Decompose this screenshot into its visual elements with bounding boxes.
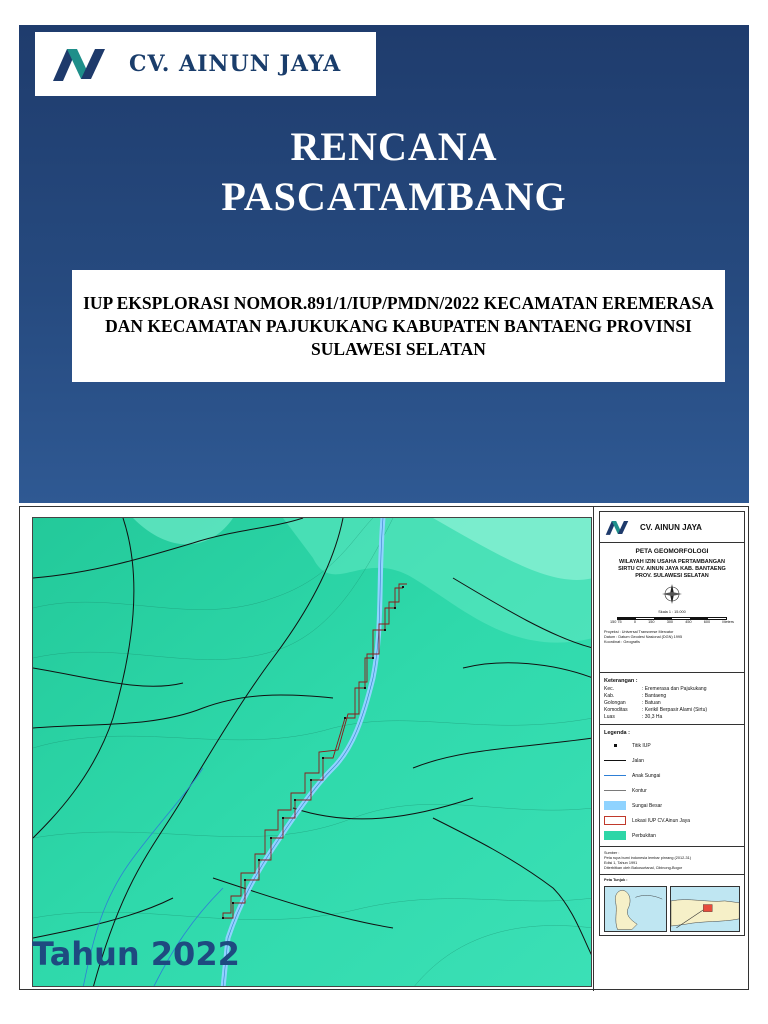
scale-unit: Meters	[722, 620, 734, 624]
subtitle-box	[72, 270, 725, 382]
river-icon	[604, 801, 626, 810]
cover-header-panel	[19, 25, 749, 503]
scale-tick: 300	[666, 620, 674, 624]
projection-line: Proyeksi : Universal Transverse Mercator	[604, 630, 674, 634]
legend-item: Perbukitan	[604, 828, 740, 843]
subtitle-text: IUP EKSPLORASI NOMOR.891/1/IUP/PMDN/2022 KECAMATAN EREMERASA DAN KECAMATAN PAJUKUKANG KABUPATEN BANTAENG PROVINSI SULAWESI SELATAN	[83, 292, 714, 359]
keterangan-title: Keterangan :	[604, 678, 638, 684]
contour-icon	[604, 786, 626, 795]
keterangan-row: Golongan : Batuan	[604, 700, 661, 706]
legenda-block	[599, 725, 745, 847]
scale-ticks	[604, 620, 740, 625]
legend-item: Titik IUP	[604, 738, 740, 753]
legend-item: Anak Sungai	[604, 768, 740, 783]
map-legend-panel	[593, 507, 750, 991]
year-label: Tahun 2022	[32, 935, 240, 973]
legend-logo-icon	[604, 519, 630, 536]
region-line-3: PROV. SULAWESI SELATAN	[635, 573, 709, 579]
keterangan-row: Komoditas : Kerikil Berpasir Alami (Sirtu)	[604, 707, 708, 713]
keterangan-block	[599, 673, 745, 725]
north-arrow-wrap	[604, 583, 740, 610]
source-block	[599, 847, 745, 875]
legend-company-header	[599, 511, 745, 543]
legend-item: Lokasi IUP CV.Ainun Jaya	[604, 813, 740, 828]
keterangan-row: Luas : 30,3 Ha	[604, 714, 663, 720]
projection-line: Datum : Datum Geodesi Nasional (DGN) 1995	[604, 635, 683, 639]
stream-icon	[604, 771, 626, 780]
region-line-2: SIRTU CV. AINUN JAYA KAB. BANTAENG	[618, 566, 726, 572]
locator-maps	[604, 886, 740, 932]
scale-tick: 150	[648, 620, 655, 624]
locator-map-province	[604, 886, 667, 932]
legenda-title: Legenda :	[604, 730, 630, 736]
legend-item: Jalan	[604, 753, 740, 768]
map-frame	[32, 517, 592, 987]
scale-tick: 600	[703, 620, 711, 624]
company-logo-icon	[49, 45, 109, 83]
map-title: PETA GEOMORFOLOGI	[635, 548, 709, 555]
page-title	[19, 122, 768, 222]
scale-tick: 0	[633, 620, 636, 624]
line-icon	[604, 756, 626, 765]
company-name: CV. AINUN JAYA	[129, 51, 342, 77]
legend-item: Kontur	[604, 783, 740, 798]
source-line: Edisi 1, Tahun 1991	[604, 861, 638, 865]
locator-title: Peta Tunjuk :	[604, 878, 628, 882]
hill-icon	[604, 831, 626, 840]
locator-map-regency	[670, 886, 740, 932]
scale-tick: 450	[685, 620, 692, 624]
keterangan-row: Kab. : Bantaeng	[604, 693, 667, 699]
geomorphology-map-sheet	[19, 506, 749, 990]
title-line-1: RENCANA	[290, 124, 498, 169]
map-title-block	[599, 543, 745, 673]
source-title: Sumber :	[604, 851, 620, 855]
legend-company-name: CV. AINUN JAYA	[640, 522, 702, 532]
source-line: Peta rupa bumi indonesia lembar pinrang (2012-31)	[604, 856, 691, 860]
terrain-map	[33, 518, 592, 987]
keterangan-row: Kec. : Eremerasa dan Pajukukang	[604, 686, 707, 692]
legend-item: Sungai Besar	[604, 798, 740, 813]
locator-block	[599, 875, 745, 936]
region-line-1: WILAYAH IZIN USAHA PERTAMBANGAN	[619, 559, 725, 565]
boundary-icon	[604, 816, 626, 825]
title-line-2: PASCATAMBANG	[221, 174, 567, 219]
projection-info	[604, 630, 740, 645]
source-line: Diterbitkan oleh Bakosurtanal, Cibinong-Bogor	[604, 866, 683, 870]
company-logo-box	[35, 32, 376, 96]
map-scale: Skala 1 : 15.000	[658, 610, 686, 614]
compass-icon	[661, 583, 683, 605]
map-region-title	[604, 559, 740, 580]
projection-line: Koordinat : Geografis	[604, 640, 640, 644]
scale-tick: 150 75	[610, 620, 622, 624]
point-icon	[604, 741, 626, 750]
